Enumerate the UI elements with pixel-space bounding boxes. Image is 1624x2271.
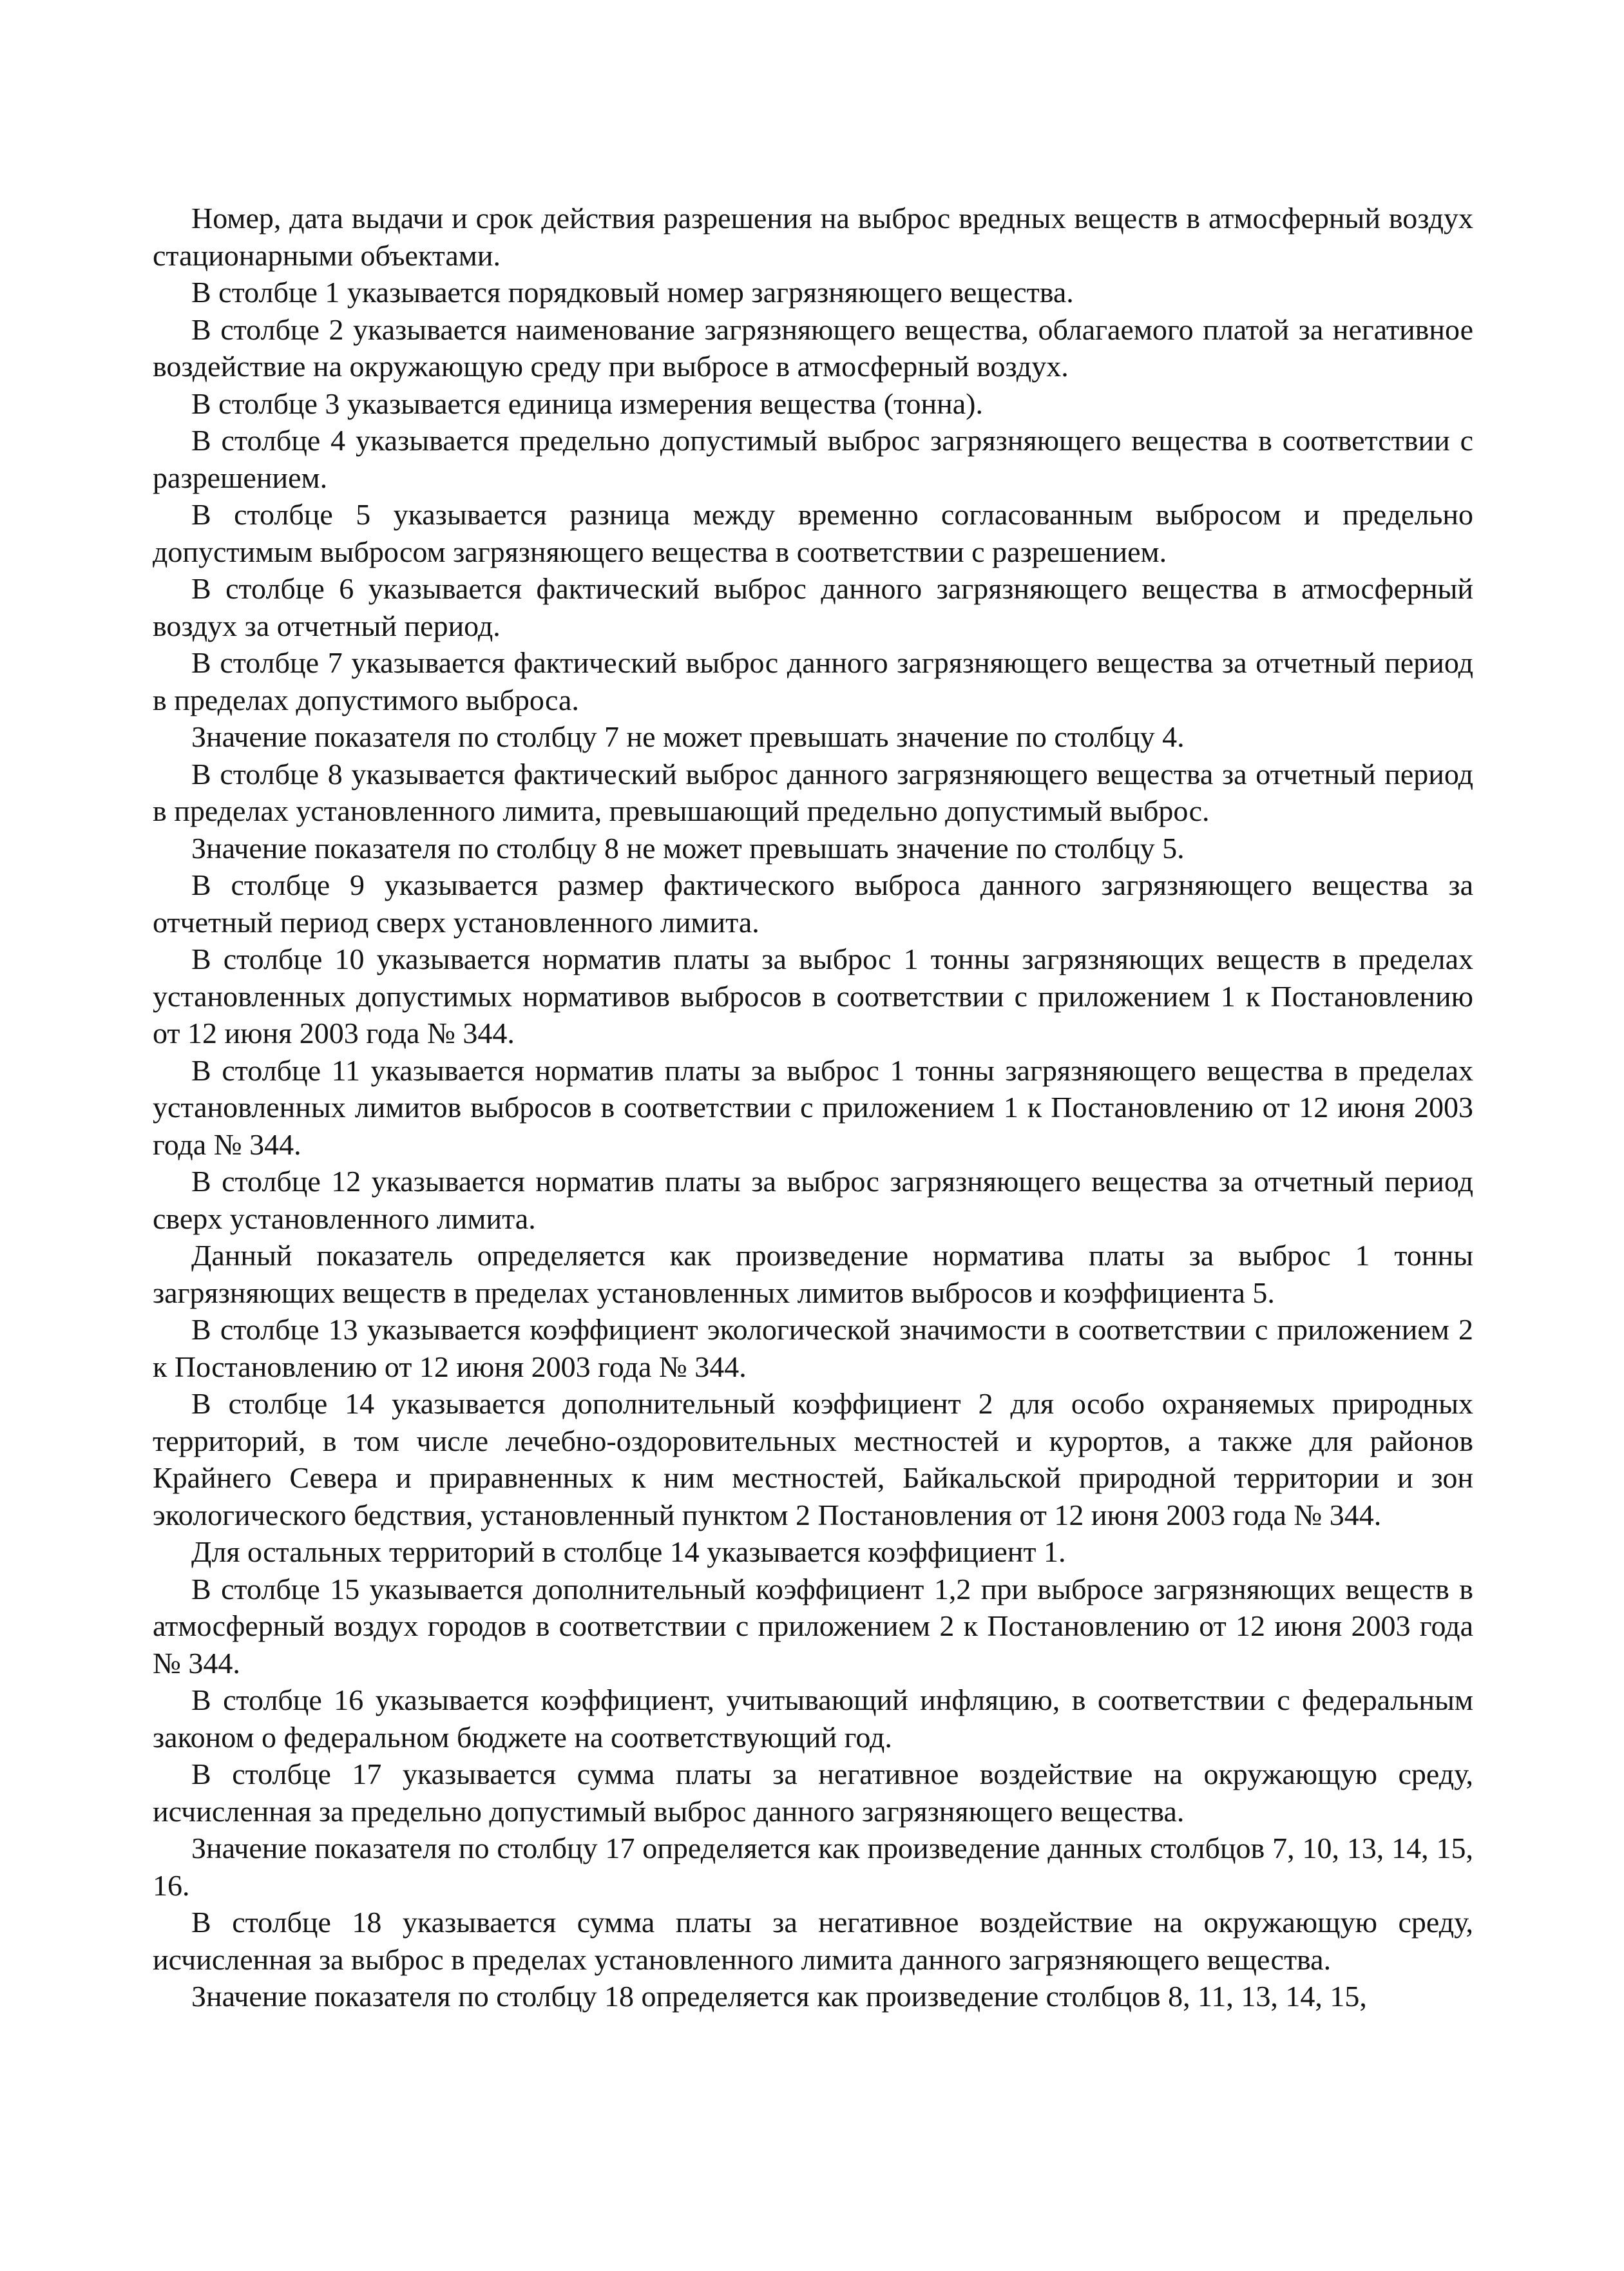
paragraph-column-3: В столбце 3 указывается единица измерения вещества (тонна). xyxy=(191,387,983,420)
paragraph-column-2: В столбце 2 указывается наименование загрязняющего вещества, облагаемого платой за негативное воздействие на окружающую среду при выбросе в атмосферный воздух. xyxy=(153,312,1473,383)
paragraph-permit-info: Номер, дата выдачи и срок действия разрешения на выброс вредных веществ в атмосферный воздух стационарными объектами. xyxy=(153,202,1473,272)
paragraph-column-16: В столбце 16 указывается коэффициент, учитывающий инфляцию, в соответствии с федеральным законом о федеральном бюджете на соответствующий год. xyxy=(153,1683,1473,1754)
paragraph-column-5: В столбце 5 указывается разница между временно согласованным выбросом и предельно допустимым выбросом загрязняющего вещества в соответствии с разрешением. xyxy=(153,498,1473,568)
paragraph-column-18-formula: Значение показателя по столбцу 18 определяется как произведение столбцов 8, 11, 13, 14, 15, xyxy=(191,1980,1367,2013)
paragraph-column-1: В столбце 1 указывается порядковый номер загрязняющего вещества. xyxy=(191,276,1074,309)
paragraph-column-7: В столбце 7 указывается фактический выброс данного загрязняющего вещества за отчетный период в пределах допустимого выброса. xyxy=(153,646,1473,716)
paragraph-column-14: В столбце 14 указывается дополнительный коэффициент 2 для особо охраняемых природных территорий, в том числе лечебно-оздоровительных местностей и курортов, а также для районов Крайнего Севера и приравненных к ним местностей, Байкальской природной территории и зон экологического бедствия, установленный пунктом 2 Постановления от 12 июня 2003 года № 344. xyxy=(153,1387,1473,1531)
paragraph-column-7-limit: Значение показателя по столбцу 7 не может превышать значение по столбцу 4. xyxy=(191,720,1185,753)
paragraph-column-15: В столбце 15 указывается дополнительный коэффициент 1,2 при выбросе загрязняющих веществ в атмосферный воздух городов в соответствии с приложением 2 к Постановлению от 12 июня 2003 года № 344. xyxy=(153,1572,1473,1680)
paragraph-column-10: В столбце 10 указывается норматив платы за выброс 1 тонны загрязняющих веществ в пределах установленных допустимых нормативов выбросов в соответствии с приложением 1 к Постановлению от 12 июня 2003 года № 344. xyxy=(153,943,1473,1049)
document-body xyxy=(153,200,1473,2015)
paragraph-column-8-limit: Значение показателя по столбцу 8 не может превышать значение по столбцу 5. xyxy=(191,831,1185,865)
paragraph-column-14-other: Для остальных территорий в столбце 14 указывается коэффициент 1. xyxy=(191,1535,1066,1568)
paragraph-column-9: В столбце 9 указывается размер фактического выброса данного загрязняющего вещества за отчетный период сверх установленного лимита. xyxy=(153,868,1473,939)
paragraph-column-6: В столбце 6 указывается фактический выброс данного загрязняющего вещества в атмосферный воздух за отчетный период. xyxy=(153,572,1473,642)
paragraph-column-18: В столбце 18 указывается сумма платы за негативное воздействие на окружающую среду, исчисленная за выброс в пределах установленного лимита данного загрязняющего вещества. xyxy=(153,1906,1473,1976)
paragraph-column-12-definition: Данный показатель определяется как произведение норматива платы за выброс 1 тонны загрязняющих веществ в пределах установленных лимитов выбросов и коэффициента 5. xyxy=(153,1239,1473,1309)
paragraph-column-13: В столбце 13 указывается коэффициент экологической значимости в соответствии с приложением 2 к Постановлению от 12 июня 2003 года № 344. xyxy=(153,1313,1473,1383)
paragraph-column-17: В столбце 17 указывается сумма платы за негативное воздействие на окружающую среду, исчисленная за предельно допустимый выброс данного загрязняющего вещества. xyxy=(153,1758,1473,1828)
paragraph-column-4: В столбце 4 указывается предельно допустимый выброс загрязняющего вещества в соответствии с разрешением. xyxy=(153,424,1473,494)
paragraph-column-11: В столбце 11 указывается норматив платы за выброс 1 тонны загрязняющего вещества в пределах установленных лимитов выбросов в соответствии с приложением 1 к Постановлению от 12 июня 2003 года № 344. xyxy=(153,1053,1473,1161)
paragraph-column-8: В столбце 8 указывается фактический выброс данного загрязняющего вещества за отчетный период в пределах установленного лимита, превышающий предельно допустимый выброс. xyxy=(153,757,1473,827)
paragraph-column-17-formula: Значение показателя по столбцу 17 определяется как произведение данных столбцов 7, 10, 13, 14, 15, 16. xyxy=(153,1832,1473,1902)
paragraph-column-12: В столбце 12 указывается норматив платы за выброс загрязняющего вещества за отчетный период сверх установленного лимита. xyxy=(153,1165,1473,1235)
